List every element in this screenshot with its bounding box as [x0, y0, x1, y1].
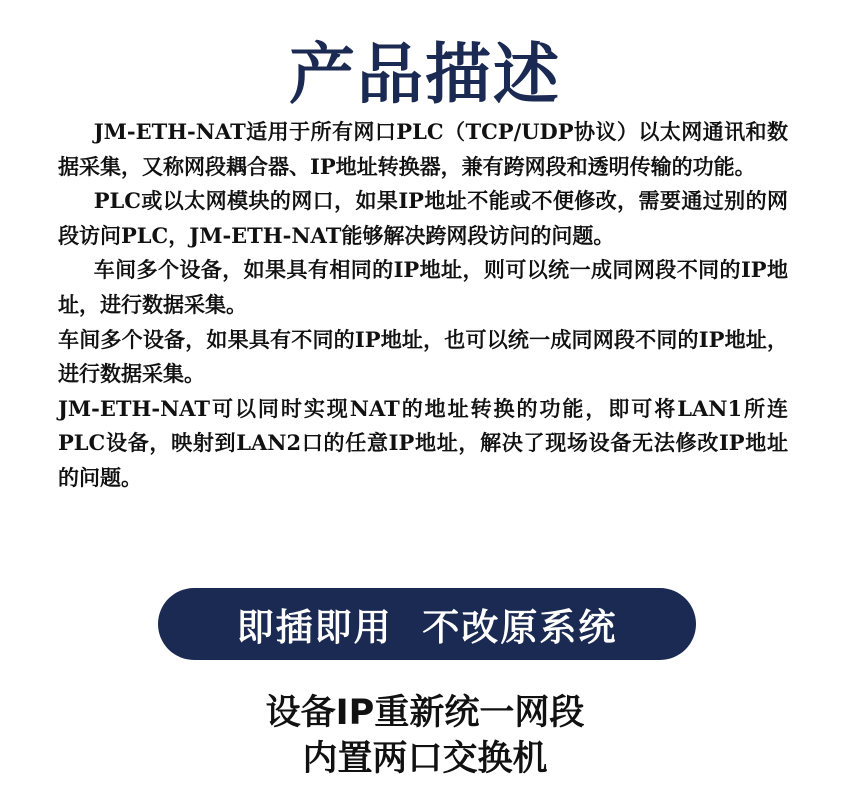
- description-paragraph-3: 车间多个设备，如果具有相同的IP地址，则可以统一成同网段不同的IP地址，进行数据采集。: [58, 257, 788, 317]
- description-paragraph-2: PLC或以太网模块的网口，如果IP地址不能或不便修改，需要通过别的网段访问PLC，JM-ETH-NAT能够解决跨网段访问的问题。: [58, 188, 788, 248]
- feature-built-in-switch: 内置两口交换机: [302, 739, 548, 779]
- feature-ip-unify: 设备IP重新统一网段: [265, 693, 585, 733]
- description-body: [58, 115, 788, 496]
- description-paragraph-5: JM-ETH-NAT可以同时实现NAT的地址转换的功能，即可将LAN1所连PLC设备，映射到LAN2口的任意IP地址，解决了现场设备无法修改IP地址的问题。: [58, 395, 788, 490]
- page-title: 产品描述: [289, 36, 561, 113]
- description-paragraph-4: 车间多个设备，如果具有不同的IP地址，也可以统一成同网段不同的IP地址，进行数据采集。: [58, 326, 788, 387]
- plug-and-play-banner: [158, 588, 696, 660]
- feature-list: [0, 690, 850, 782]
- banner-text: 即插即用 不改原系统: [236, 606, 618, 649]
- description-paragraph-1: JM-ETH-NAT适用于所有网口PLC（TCP/UDP协议）以太网通讯和数据采集，又称网段耦合器、IP地址转换器，兼有跨网段和透明传输的功能。: [58, 119, 788, 179]
